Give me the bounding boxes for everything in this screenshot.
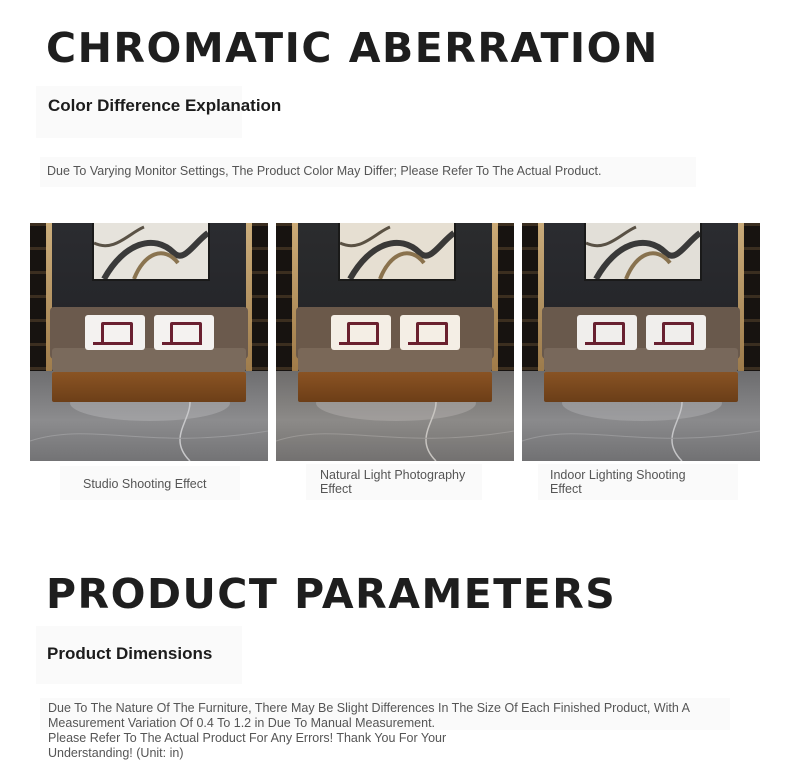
chromatic-title: CHROMATIC ABERRATION [46, 24, 659, 72]
caption-natural-light [320, 468, 465, 496]
caption-indoor-lighting [550, 468, 686, 496]
photo-indoor-lighting [522, 223, 760, 461]
parameters-title: PRODUCT PARAMETERS [46, 570, 617, 618]
dimensions-note-line3: Please Refer To The Actual Product For Any Errors! Thank You For Your [48, 731, 447, 745]
caption-natural-line1: Natural Light Photography [320, 468, 466, 482]
dimensions-note-line2: Measurement Variation Of 0.4 To 1.2 in Due To Manual Measurement. [48, 716, 436, 730]
photo-natural-light [276, 223, 514, 461]
color-difference-note: Due To Varying Monitor Settings, The Product Color May Differ; Please Refer To The Actual Product. [47, 164, 602, 178]
photo-studio [30, 223, 268, 461]
caption-indoor-line1: Indoor Lighting Shooting [550, 468, 686, 482]
caption-studio-line1: Studio Shooting Effect [83, 477, 207, 491]
color-difference-subtitle: Color Difference Explanation [48, 96, 282, 115]
dimensions-note [48, 701, 690, 761]
caption-studio [83, 477, 206, 491]
product-dimensions-subtitle: Product Dimensions [47, 644, 213, 663]
caption-indoor-line2: Effect [550, 482, 582, 496]
lighting-overlay [276, 223, 514, 461]
lighting-overlay [522, 223, 760, 461]
caption-natural-line2: Effect [320, 482, 352, 496]
lighting-overlay [30, 223, 268, 461]
dimensions-note-line1: Due To The Nature Of The Furniture, There May Be Slight Differences In The Size Of Each Finished Product, With A [48, 701, 690, 715]
dimensions-note-line4: Understanding! (Unit: in) [48, 746, 184, 760]
